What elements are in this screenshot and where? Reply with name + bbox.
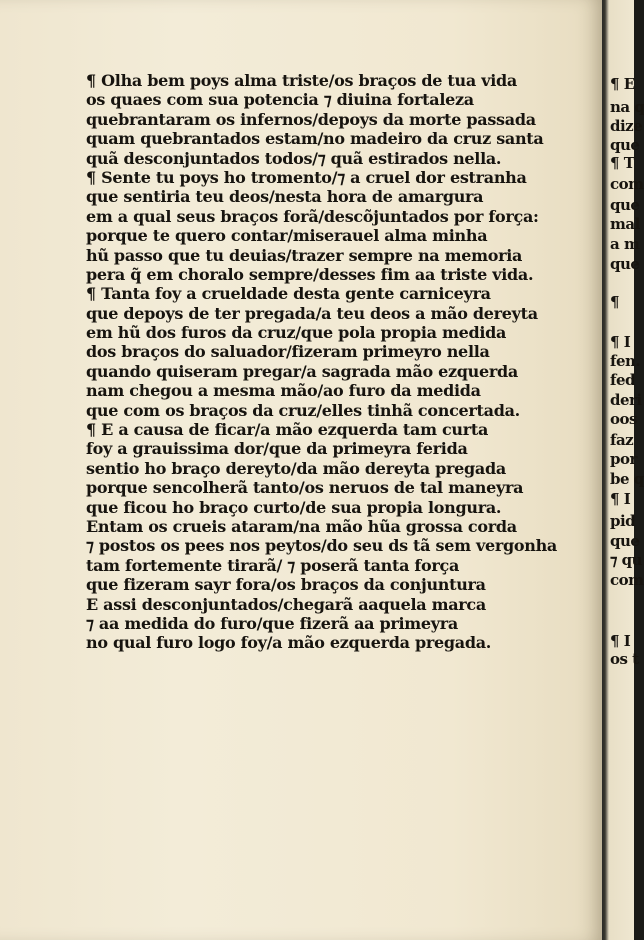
text-line: hũ passo que tu deuias/trazer sempre na memoria xyxy=(86,245,523,265)
facing-page-fragment: fen. xyxy=(610,352,641,370)
facing-page-fragment: os t xyxy=(610,650,639,668)
text-line: em a qual seus braços forã/descõjuntados por força: xyxy=(86,206,539,226)
text-line: porque te quero contar/miserauel alma minha xyxy=(86,226,488,246)
facing-page-fragment: ¶ I xyxy=(610,632,631,650)
facing-page-fragment: fed xyxy=(610,371,635,389)
text-line: nam chegou a mesma mão/ao furo da medida xyxy=(86,381,481,401)
facing-page-fragment: com xyxy=(610,175,644,193)
text-line: que depoys de ter pregada/a teu deos a mão dereyta xyxy=(86,303,538,323)
facing-page-fragment: a m xyxy=(610,235,640,253)
facing-page-fragment: ¶ E xyxy=(610,75,635,93)
facing-page-fragment: deri xyxy=(610,391,642,409)
text-line: ¶ Olha bem poys alma triste/os braços de tua vida xyxy=(86,71,517,90)
text-line: ¶ Sente tu poys ho tromento/⁊ a cruel dor estranha xyxy=(86,167,527,187)
facing-page-fragment: ¶ xyxy=(610,293,620,311)
facing-page-fragment: pid xyxy=(610,512,636,530)
facing-page-fragment: ⁊ qu xyxy=(610,551,643,569)
text-line: porque sencolherã tanto/os neruos de tal maneyra xyxy=(86,478,524,498)
facing-page-fragment: que xyxy=(610,532,640,550)
text-line: foy a grauissima dor/que da primeyra ferida xyxy=(86,439,468,459)
text-line: no qual furo logo foy/a mão ezquerda pregada. xyxy=(86,633,492,653)
facing-page-fragment: ¶ I xyxy=(610,333,631,351)
facing-page-fragment: be q xyxy=(610,470,644,488)
text-line: ¶ E a causa de ficar/a mão ezquerda tam curta xyxy=(86,420,489,440)
text-line: quebrantaram os infernos/depoys da morte passada xyxy=(86,109,536,129)
facing-page-fragment: por xyxy=(610,450,637,468)
text-line: E assi desconjuntados/chegarã aaquela marca xyxy=(86,594,486,614)
text-line: tam fortemente tirarã/ ⁊ poserã tanta força xyxy=(86,555,460,575)
text-line: ¶ Tanta foy a crueldade desta gente carniceyra xyxy=(86,284,491,304)
facing-page-fragment: que xyxy=(610,255,640,273)
text-line: que com os braços da cruz/elles tinhã concertada. xyxy=(86,400,520,420)
text-line: ⁊ aa medida do furo/que fizerã aa primeyra xyxy=(86,613,458,633)
facing-page-fragment: ¶ T xyxy=(610,154,635,172)
text-line: quando quiseram pregar/a sagrada mão ezquerda xyxy=(86,361,518,381)
text-line: quã desconjuntados todos/⁊ quã estirados nella. xyxy=(86,148,502,168)
facing-page-fragment: que xyxy=(610,136,640,154)
text-line: pera q̃ em choralo sempre/desses fim aa triste vida. xyxy=(86,264,534,284)
facing-page-fragment: ¶ I xyxy=(610,490,631,508)
facing-page-fragment: faz xyxy=(610,431,634,449)
text-line: que ficou ho braço curto/de sua propia longura. xyxy=(86,497,502,517)
facing-page-fragment: que xyxy=(610,196,640,214)
facing-page-edge xyxy=(602,0,644,940)
text-line: dos braços do saluador/fizeram primeyro nella xyxy=(86,342,490,362)
text-line: Entam os crueis ataram/na mão hũa grossa corda xyxy=(86,516,517,536)
text-line: que sentiria teu deos/nesta hora de amargura xyxy=(86,187,484,207)
text-line: ⁊ postos os pees nos peytos/do seu ds tã sem vergonha xyxy=(86,536,557,556)
text-line: sentio ho braço dereyto/da mão dereyta pregada xyxy=(86,458,506,478)
facing-page-fragment: dize xyxy=(610,117,643,135)
facing-page-fragment: na q xyxy=(610,98,644,116)
facing-page-fragment: mal xyxy=(610,215,640,233)
facing-page-fragment: oos xyxy=(610,410,637,428)
text-line: os quaes com sua potencia ⁊ diuina fortaleza xyxy=(86,90,474,110)
text-line: em hũ dos furos da cruz/que pola propia medida xyxy=(86,323,507,343)
poem-text-block xyxy=(86,71,598,653)
facing-page-fragment: com xyxy=(610,571,644,589)
text-line: quam quebrantados estam/no madeiro da cruz santa xyxy=(86,129,544,149)
text-line: que fizeram sayr fora/os braços da conjuntura xyxy=(86,575,486,595)
